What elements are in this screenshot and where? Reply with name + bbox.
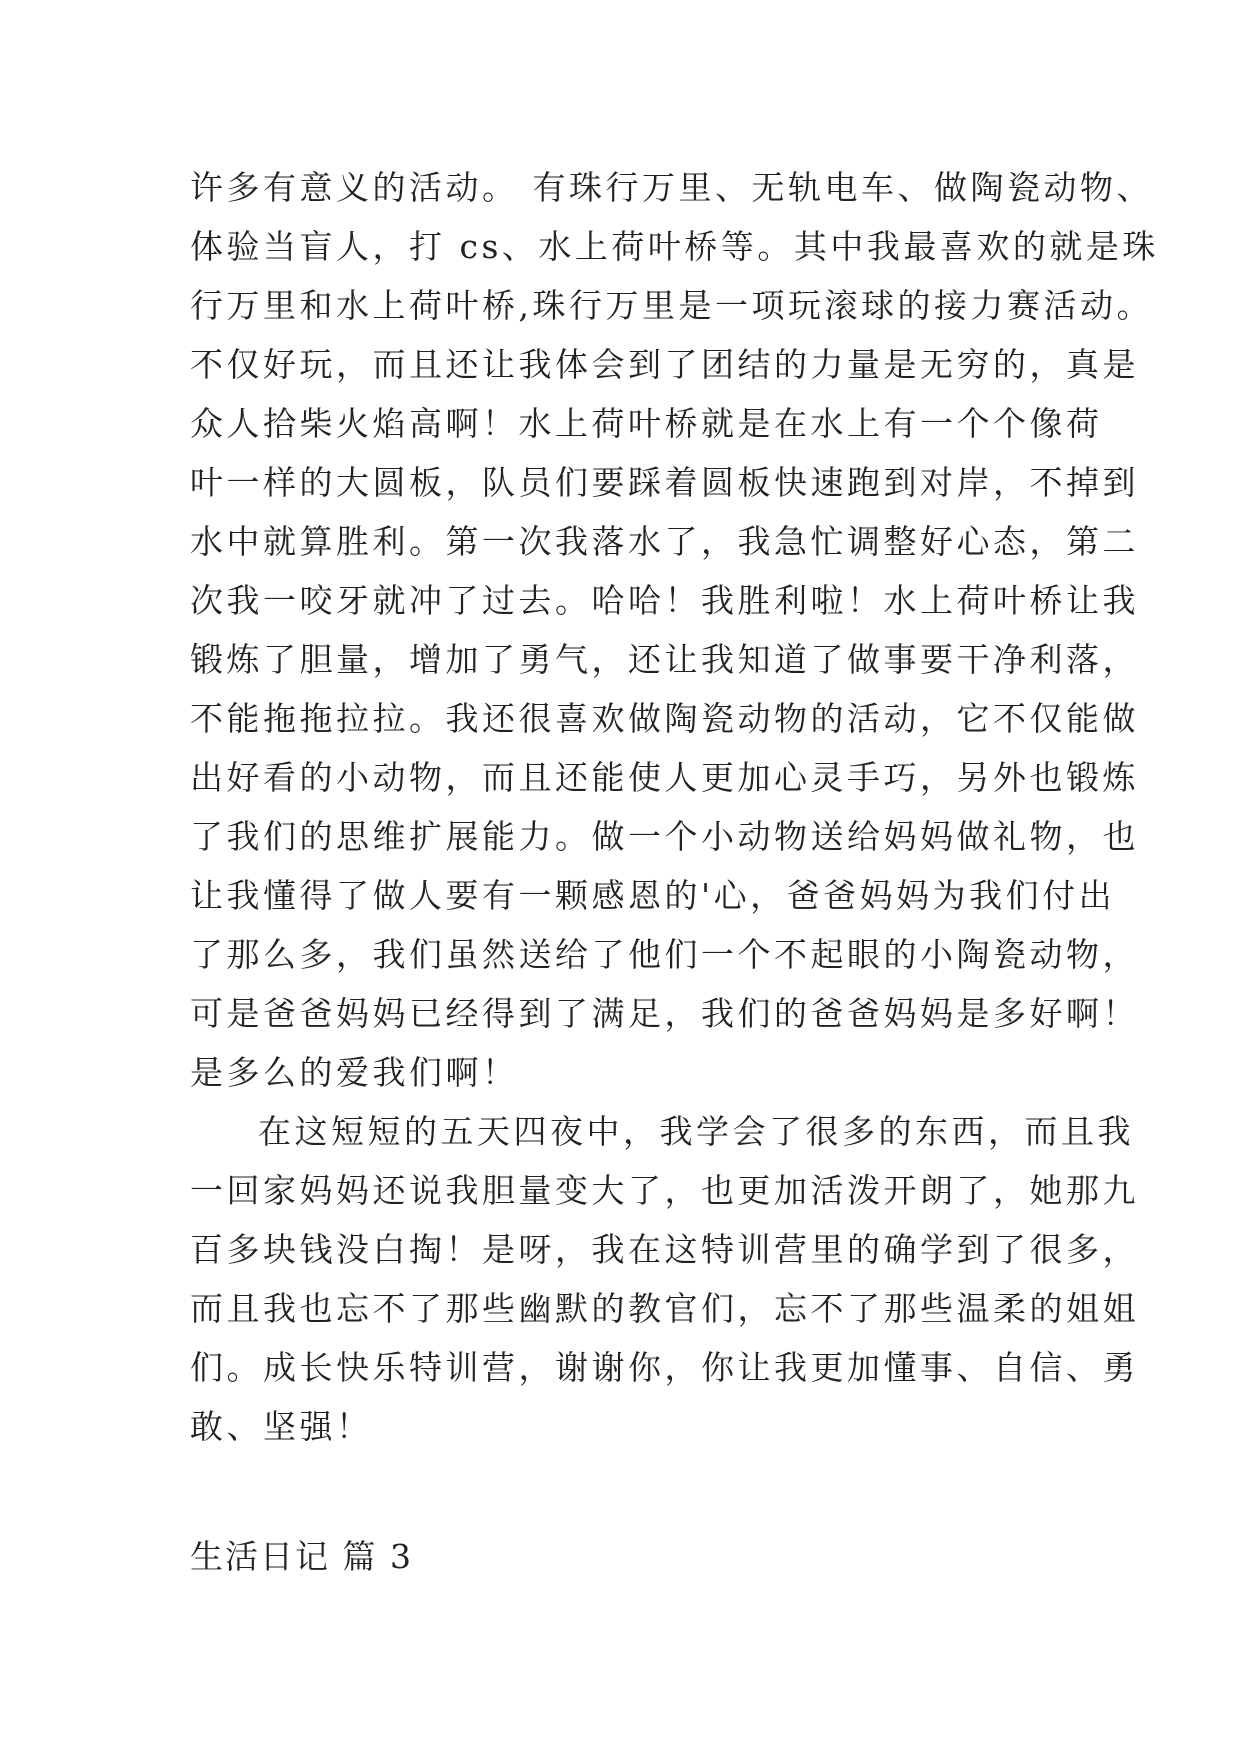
- section-heading: 生活日记 篇 3: [190, 1537, 413, 1576]
- paragraph-line: 不仅好玩，而且还让我体会到了团结的力量是无穷的，真是: [190, 345, 1139, 384]
- paragraph-line: 锻炼了胆量，增加了勇气，还让我知道了做事要干净利落，: [190, 640, 1139, 679]
- paragraph-line: 了那么多，我们虽然送给了他们一个不起眼的小陶瓷动物，: [190, 935, 1139, 974]
- paragraph-line: 是多么的爱我们啊！: [190, 1053, 519, 1092]
- paragraph-line: 体验当盲人，打 cs、水上荷叶桥等。其中我最喜欢的就是珠: [190, 227, 1159, 266]
- paragraph-line: 许多有意义的活动。 有珠行万里、无轨电车、做陶瓷动物、: [190, 168, 1153, 207]
- paragraph-line: 们。成长快乐特训营，谢谢你，你让我更加懂事、自信、勇: [190, 1348, 1139, 1387]
- paragraph-line: 叶一样的大圆板，队员们要踩着圆板快速跑到对岸，不掉到: [190, 463, 1139, 502]
- paragraph-line: 敢、坚强！: [190, 1407, 373, 1446]
- paragraph-line: 让我懂得了做人要有一颗感恩的'心，爸爸妈妈为我们付出: [190, 876, 1116, 915]
- paragraph-line: 众人拾柴火焰高啊！水上荷叶桥就是在水上有一个个像荷: [190, 404, 1103, 443]
- paragraph-line: 出好看的小动物，而且还能使人更加心灵手巧，另外也锻炼: [190, 758, 1139, 797]
- paragraph-line: 行万里和水上荷叶桥,珠行万里是一项玩滚球的接力赛活动。: [190, 286, 1153, 325]
- paragraph-line: 百多块钱没白掏！是呀，我在这特训营里的确学到了很多，: [190, 1230, 1139, 1269]
- paragraph-line: 水中就算胜利。第一次我落水了，我急忙调整好心态，第二: [190, 522, 1139, 561]
- paragraph-line: 而且我也忘不了那些幽默的教官们，忘不了那些温柔的姐姐: [190, 1289, 1139, 1328]
- paragraph-line: 次我一咬牙就冲了过去。哈哈！我胜利啦！水上荷叶桥让我: [190, 581, 1139, 620]
- paragraph-line: 在这短短的五天四夜中，我学会了很多的东西，而且我: [258, 1112, 1134, 1151]
- paragraph-line: 一回家妈妈还说我胆量变大了，也更加活泼开朗了，她那九: [190, 1171, 1139, 1210]
- paragraph-line: 不能拖拖拉拉。我还很喜欢做陶瓷动物的活动，它不仅能做: [190, 699, 1139, 738]
- paragraph-line: 可是爸爸妈妈已经得到了满足，我们的爸爸妈妈是多好啊！: [190, 994, 1139, 1033]
- paragraph-line: 了我们的思维扩展能力。做一个小动物送给妈妈做礼物，也: [190, 817, 1139, 856]
